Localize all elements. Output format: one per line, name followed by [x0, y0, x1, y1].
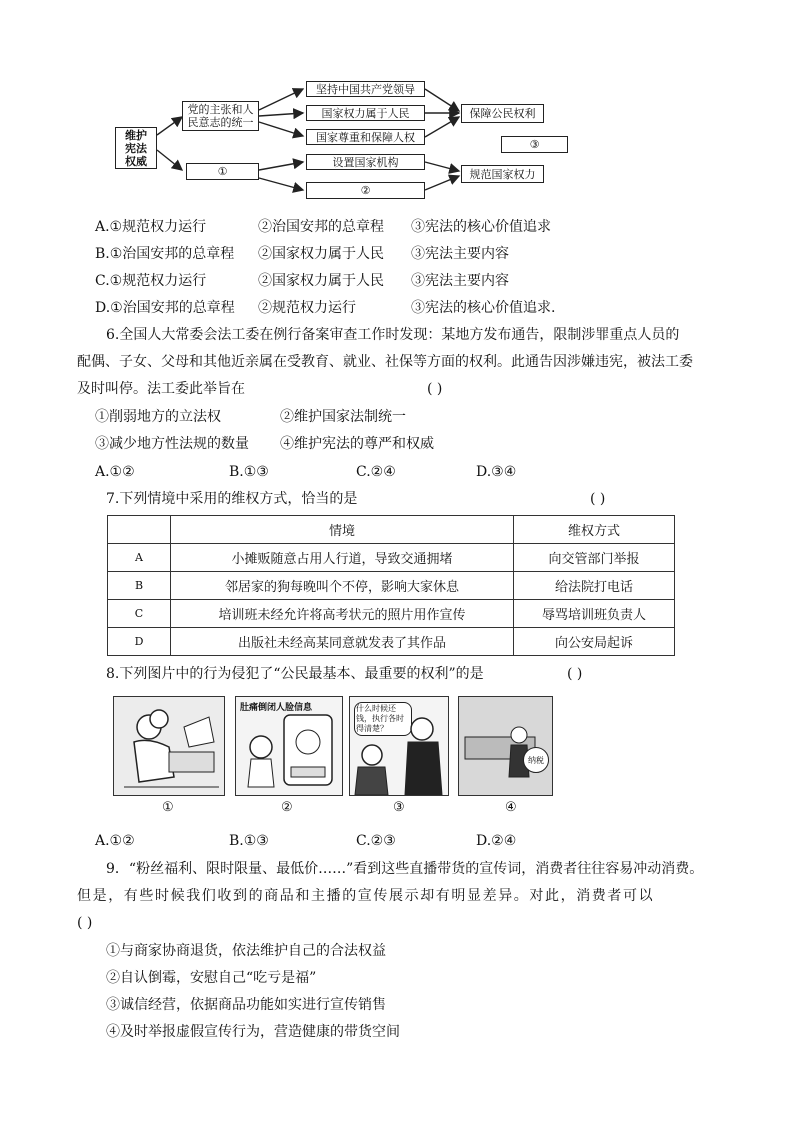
- q8-choice-c: C.②③: [356, 833, 396, 849]
- q9-item-1: ①与商家协商退货，依法维护自己的合法权益: [106, 943, 386, 959]
- q6-item-3: ③减少地方性法规的数量: [95, 436, 249, 452]
- q9-item-3: ③诚信经营，依据商品功能如实进行宣传销售: [106, 997, 386, 1013]
- q6-stem-line3: 及时叫停。法工委此举旨在: [77, 381, 245, 397]
- q7-header-situation: 情境: [171, 516, 514, 544]
- node-blank1: ①: [186, 163, 259, 180]
- q6-item-4: ④维护宪法的尊严和权威: [280, 436, 434, 452]
- q6-choice-d: D.③④: [476, 464, 517, 480]
- table-row: [108, 600, 675, 628]
- q8-picture-2-caption: 肚痛倒闭人脸信息: [240, 703, 313, 713]
- q9-item-4: ④及时举报虚假宣传行为，营造健康的带货空间: [106, 1024, 400, 1040]
- q7-row-situation: 出版社未经高某同意就发表了其作品: [171, 628, 514, 656]
- cartoon-drawing: [236, 697, 343, 796]
- q8-picture-4: [458, 696, 553, 796]
- q5-option-b-2: ②国家权力属于人民: [258, 246, 384, 262]
- q5-option-a-3: ③宪法的核心价值追求: [411, 219, 551, 235]
- q5-option-a-1: A.①规范权力运行: [95, 219, 207, 235]
- q5-option-c-1: C.①规范权力运行: [95, 273, 207, 289]
- q8-picture-2: [235, 696, 343, 796]
- q8-picture-3-caption: 什么时候还钱，执行各时得清楚？: [354, 702, 412, 736]
- q7-row-method: 辱骂培训班负责人: [514, 600, 675, 628]
- table-row: [108, 572, 675, 600]
- q7-row-situation: 小摊贩随意占用人行道，导致交通拥堵: [171, 544, 514, 572]
- node-power-people: 国家权力属于人民: [306, 105, 425, 121]
- q8-picture-3: [349, 696, 449, 796]
- q7-answer-paren: ( ): [590, 491, 606, 507]
- q7-row-situation: 培训班未经允许将高考状元的照片用作宣传: [171, 600, 514, 628]
- q6-choice-b: B.①③: [229, 464, 269, 480]
- q7-header-key: [108, 516, 171, 544]
- q6-item-1: ①削弱地方的立法权: [95, 409, 221, 425]
- q9-stem-line1: 9．“粉丝福利、限时限量、最低价……”看到这些直播带货的宣传词，消费者往往容易冲动消费。: [106, 861, 704, 877]
- table-row: [108, 544, 675, 572]
- q8-choice-a: A.①②: [95, 833, 135, 849]
- q9-answer-paren: ( ): [77, 915, 93, 931]
- q8-picture-1: [113, 696, 225, 796]
- node-party-lead: 坚持中国共产党领导: [306, 81, 425, 97]
- q7-row-method: 给法院打电话: [514, 572, 675, 600]
- q6-item-2: ②维护国家法制统一: [280, 409, 406, 425]
- q7-row-situation: 邻居家的狗每晚叫个不停，影响大家休息: [171, 572, 514, 600]
- q9-stem-line2: 但是，有些时候我们收到的商品和主播的宣传展示却有明显差异。对此，消费者可以: [77, 888, 655, 904]
- q5-option-c-2: ②国家权力属于人民: [258, 273, 384, 289]
- q8-picture-1-label: ①: [162, 800, 174, 815]
- q8-picture-3-label: ③: [393, 800, 405, 815]
- node-blank2: ②: [306, 182, 425, 199]
- q9-item-2: ②自认倒霉，安慰自己“吃亏是福”: [106, 970, 317, 986]
- q6-answer-paren: ( ): [427, 381, 443, 397]
- node-unity: 党的主张和人 民意志的统一: [182, 101, 259, 131]
- q6-choice-a: A.①②: [95, 464, 135, 480]
- q5-option-a-2: ②治国安邦的总章程: [258, 219, 384, 235]
- q7-row-key: B: [108, 572, 171, 600]
- q7-row-key: A: [108, 544, 171, 572]
- q8-answer-paren: ( ): [567, 666, 583, 682]
- q6-choice-c: C.②④: [356, 464, 396, 480]
- node-protect-rights: 保障公民权利: [461, 104, 544, 123]
- q6-stem-line1: 6.全国人大常委会法工委在例行备案审查工作时发现：某地方发布通告，限制涉罪重点人员的: [106, 327, 680, 343]
- cartoon-drawing: [350, 697, 449, 796]
- q7-table-header: [108, 516, 675, 544]
- q5-option-d-3: ③宪法的核心价值追求.: [411, 300, 556, 316]
- q6-stem-line2: 配偶、子女、父母和其他近亲属在受教育、就业、社保等方面的权利。此通告因涉嫌违宪，被法工委: [77, 354, 693, 370]
- table-row: [108, 628, 675, 656]
- q7-row-method: 向公安局起诉: [514, 628, 675, 656]
- q7-stem: 7.下列情境中采用的维权方式，恰当的是: [106, 491, 358, 507]
- q8-choice-b: B.①③: [229, 833, 269, 849]
- q7-row-method: 向交管部门举报: [514, 544, 675, 572]
- node-blank3: ③: [501, 136, 568, 153]
- q7-row-key: D: [108, 628, 171, 656]
- q5-option-c-3: ③宪法主要内容: [411, 273, 509, 289]
- cartoon-drawing: [114, 697, 225, 796]
- node-human-rights: 国家尊重和保障人权: [306, 129, 425, 145]
- q8-picture-4-label: ④: [505, 800, 517, 815]
- q5-option-d-2: ②规范权力运行: [258, 300, 356, 316]
- q8-choice-d: D.②④: [476, 833, 517, 849]
- q8-picture-4-stamp: 纳税: [523, 747, 549, 773]
- q7-row-key: C: [108, 600, 171, 628]
- diagram-arrows: [0, 0, 793, 200]
- node-root: 维护 宪法 权威: [115, 127, 157, 169]
- q5-option-b-1: B.①治国安邦的总章程: [95, 246, 235, 262]
- q5-option-d-1: D.①治国安邦的总章程: [95, 300, 235, 316]
- q7-header-method: 维权方式: [514, 516, 675, 544]
- q5-option-b-3: ③宪法主要内容: [411, 246, 509, 262]
- q7-table: [107, 515, 675, 656]
- q8-stem: 8.下列图片中的行为侵犯了“公民最基本、最重要的权利”的是: [106, 666, 484, 682]
- node-regulate-power: 规范国家权力: [461, 165, 544, 183]
- node-state-organs: 设置国家机构: [306, 154, 425, 170]
- q8-picture-2-label: ②: [281, 800, 293, 815]
